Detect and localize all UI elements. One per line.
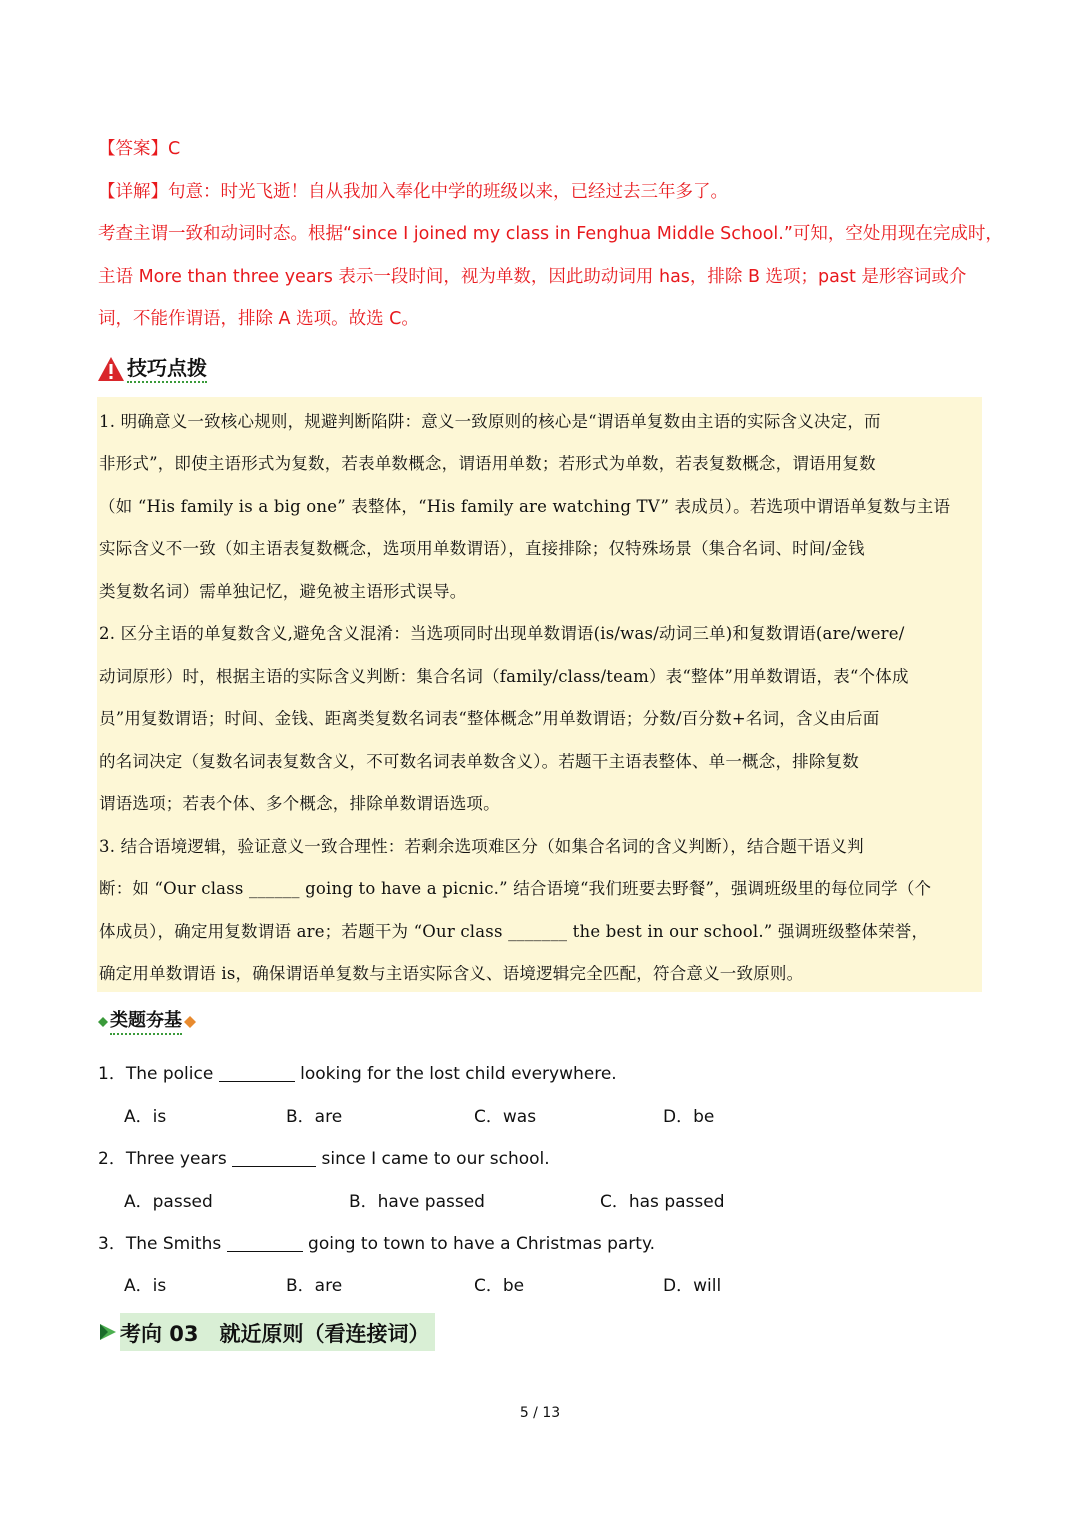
play-arrow-icon: [98, 1322, 118, 1342]
tip-line-4: 实际含义不一致（如主语表复数概念，选项用单数谓语），直接排除；仅特殊场景（集合名词、时间/金钱: [99, 539, 865, 558]
tips-title: 技巧点拨: [127, 355, 207, 383]
option-a[interactable]: A．is: [124, 1276, 167, 1296]
answer-blank[interactable]: [232, 1149, 316, 1167]
answer-label: 【答案】: [98, 139, 168, 159]
tip-line-12: 断：如 “Our class ______ going to have a picnic.” 结合语境“我们班要去野餐”，强调班级里的每位同学（个: [99, 879, 932, 898]
question-number: 3．: [98, 1234, 126, 1254]
question-number: 2．: [98, 1149, 126, 1169]
answer-blank[interactable]: [219, 1064, 295, 1082]
option-c[interactable]: C．has passed: [600, 1192, 725, 1212]
question-text: since I came to our school.: [321, 1149, 550, 1169]
tip-line-1: 1. 明确意义一致核心规则，规避判断陷阱：意义一致原则的核心是“谓语单复数由主语的实际含义决定，而: [99, 412, 881, 431]
warning-icon: [97, 356, 125, 382]
diamond-icon: [184, 1016, 196, 1028]
option-b[interactable]: B．have passed: [349, 1192, 485, 1212]
tip-line-10: 谓语选项；若表个体、多个概念，排除单数谓语选项。: [99, 794, 500, 813]
answer-blank[interactable]: [227, 1234, 303, 1252]
tip-line-3: （如 “His family is a big one” 表整体，“His family are watching TV” 表成员）。若选项中谓语单复数与主语: [99, 497, 951, 516]
answer-line: [98, 128, 180, 170]
option-a[interactable]: A．passed: [124, 1192, 213, 1212]
tip-line-2: 非形式”，即使主语形式为复数，若表单数概念，谓语用单数；若形式为单数，若表复数概念，谓语用复数: [99, 454, 876, 473]
option-c[interactable]: C．was: [474, 1107, 537, 1127]
practice-heading: [98, 1006, 196, 1038]
detail-line-4: 词，不能作谓语，排除 A 选项。故选 C。: [98, 309, 419, 329]
question-number: 1．: [98, 1064, 126, 1084]
option-a[interactable]: A．is: [124, 1107, 167, 1127]
detail-line-2: 考查主谓一致和动词时态。根据“since I joined my class in Fenghua Middle School.”可知，空处用现在完成时，: [98, 224, 1003, 244]
tip-line-8: 员”用复数谓语；时间、金钱、距离类复数名词表“整体概念”用单数谓语；分数/百分数+名词，含义由后面: [99, 709, 880, 728]
tip-line-9: 的名词决定（复数名词表复数含义，不可数名词表单数含义）。若题干主语表整体、单一概念，排除复数: [99, 752, 859, 771]
tip-line-6: 2. 区分主语的单复数含义,避免含义混淆：当选项同时出现单数谓语(is/was/动词三单)和复数谓语(are/were/: [99, 624, 905, 643]
answer-value: C: [168, 139, 181, 159]
tips-heading: [97, 352, 207, 386]
option-c[interactable]: C．be: [474, 1276, 525, 1296]
section-title: 考向 03 就近原则（看连接词）: [120, 1322, 430, 1346]
question-text: The police: [125, 1064, 214, 1084]
question-text: Three years: [125, 1149, 227, 1169]
question-3: [98, 1229, 655, 1254]
option-b[interactable]: B．are: [286, 1276, 343, 1296]
practice-title: 类题夯基: [110, 1009, 182, 1035]
question-text: looking for the lost child everywhere.: [300, 1064, 617, 1084]
tip-line-14: 确定用单数谓语 is，确保谓语单复数与主语实际含义、语境逻辑完全匹配，符合意义一致原则。: [99, 964, 804, 983]
tip-line-13: 体成员），确定用复数谓语 are；若题干为 “Our class _______ the best in our school.” 强调班级整体荣誉，: [99, 922, 929, 941]
detail-line-1: 【详解】句意：时光飞逝！自从我加入奉化中学的班级以来，已经过去三年多了。: [98, 182, 728, 202]
detail-line-3: 主语 More than three years 表示一段时间，视为单数，因此助动词用 has，排除 B 选项；past 是形容词或介: [98, 267, 967, 287]
question-2: [98, 1144, 550, 1169]
page-number: 5 / 13: [519, 1405, 561, 1421]
option-d[interactable]: D．be: [663, 1107, 715, 1127]
tips-box: [97, 397, 982, 992]
question-text: The Smiths: [125, 1234, 222, 1254]
option-b[interactable]: B．are: [286, 1107, 343, 1127]
diamond-icon: [98, 1017, 108, 1027]
tip-line-5: 类复数名词）需单独记忆，避免被主语形式误导。: [99, 582, 467, 601]
tip-line-11: 3. 结合语境逻辑，验证意义一致合理性：若剩余选项难区分（如集合名词的含义判断），结合题干语义判: [99, 837, 864, 856]
tip-line-7: 动词原形）时，根据主语的实际含义判断：集合名词（family/class/team）表“整体”用单数谓语，表“个体成: [99, 667, 909, 686]
option-d[interactable]: D．will: [663, 1276, 722, 1296]
question-text: going to town to have a Christmas party.: [308, 1234, 655, 1254]
question-1: [98, 1059, 617, 1084]
